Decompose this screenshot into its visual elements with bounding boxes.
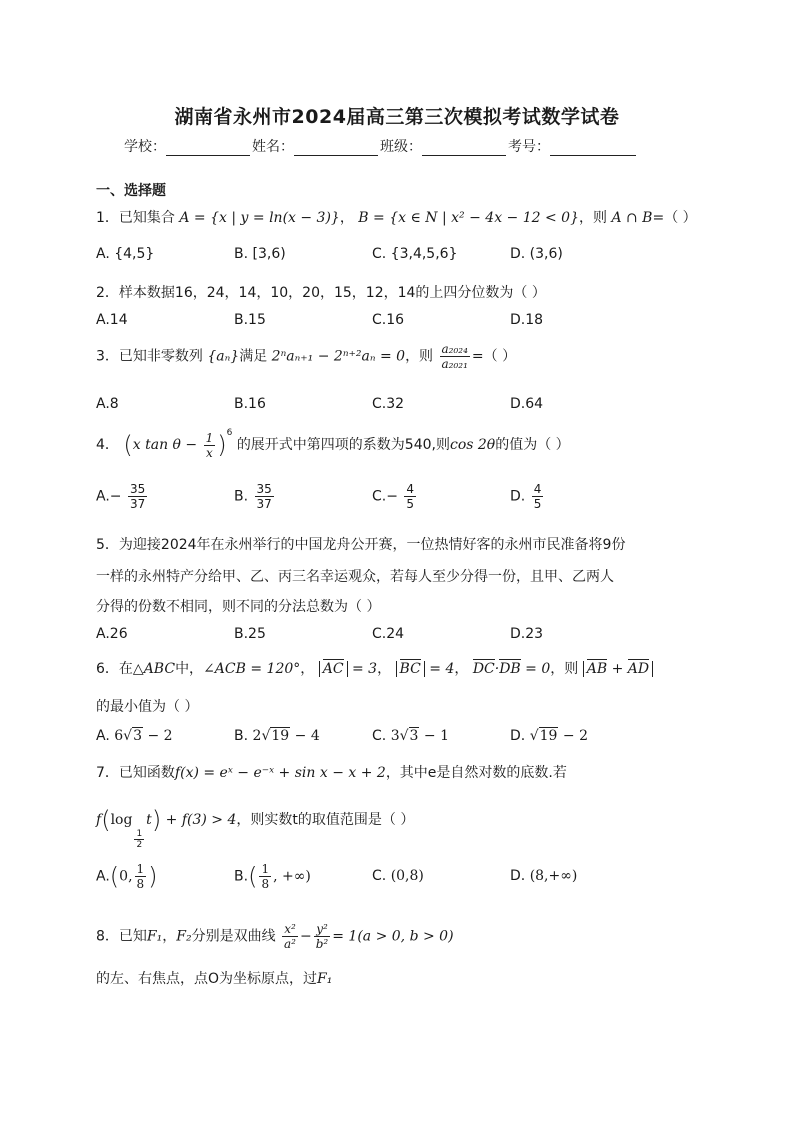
q4-option-c-num: 4 bbox=[406, 482, 415, 496]
q1-option-d[interactable]: D. (3,6) bbox=[510, 246, 563, 262]
q7-option-b-label: B. bbox=[234, 868, 249, 885]
q4-exponent: 6 bbox=[226, 428, 233, 438]
exam-title: 湖南省永州市2024届高三第三次模拟考试数学试卷 bbox=[174, 106, 620, 128]
q7-log: log bbox=[110, 812, 133, 828]
q5-option-c[interactable]: C.24 bbox=[372, 626, 405, 642]
section-heading: 一、选择题 bbox=[96, 183, 166, 199]
q3-fraction-numerator: a₂₀₂₄ bbox=[441, 342, 468, 356]
q7-options bbox=[96, 862, 696, 902]
q7-inequality: + f(3) > 4 bbox=[165, 812, 237, 828]
q7-option-b-lparen: ( bbox=[248, 862, 258, 891]
question-2: 2．样本数据16，24，14，10，20，15，12，14的上四分位数为（ ） bbox=[96, 285, 546, 301]
q6-ac-value: = 3 bbox=[352, 661, 378, 677]
q6-plus: + bbox=[611, 661, 624, 677]
q6-abs-ac bbox=[319, 661, 348, 677]
q7-text: 已知函数 bbox=[118, 765, 175, 781]
q1-intersection: A ∩ B bbox=[611, 210, 653, 226]
q6-option-d-label: D. bbox=[510, 728, 526, 744]
q8-separator: ， bbox=[162, 928, 177, 945]
q6-separator-3: ， bbox=[454, 661, 469, 677]
q7-option-b-num: 1 bbox=[261, 862, 270, 876]
q6-text-2: 中， bbox=[175, 661, 204, 677]
q4-left-paren: ( bbox=[123, 431, 133, 459]
q6-option-c-rest: − 1 bbox=[419, 728, 449, 744]
q7-option-d-text: (8,+∞) bbox=[529, 868, 578, 884]
q6-option-a-label: A. bbox=[96, 728, 110, 744]
q3-blank: =（ ） bbox=[471, 348, 517, 365]
q1-set-b: B = {x ∈ N | x² − 4x − 12 < 0} bbox=[358, 210, 579, 226]
q7-option-c-text: (0,8) bbox=[390, 868, 424, 884]
q4-option-a-label: A. bbox=[96, 488, 110, 505]
q7-option-a-den: 8 bbox=[136, 877, 145, 891]
q4-fraction-numerator: 1 bbox=[205, 430, 214, 445]
q4-fraction-denominator: x bbox=[206, 445, 213, 460]
q4-option-d-fraction bbox=[532, 482, 544, 511]
q6-vector-dc: DC bbox=[472, 661, 495, 677]
q7-option-a-fraction bbox=[135, 862, 147, 891]
school-blank bbox=[166, 139, 250, 156]
q8-text: 已知 bbox=[118, 928, 147, 945]
q1-blank: =（ ） bbox=[652, 210, 697, 226]
q6-angle: ∠ACB = 120° bbox=[203, 661, 301, 677]
q4-cos-expression: cos 2θ bbox=[449, 437, 496, 453]
q4-option-b-fraction bbox=[255, 482, 274, 511]
q4-option-b-num: 35 bbox=[256, 482, 272, 496]
q7-option-b-fraction bbox=[259, 862, 271, 891]
q4-option-c-label: C. bbox=[372, 488, 387, 505]
q6-bc-value: = 4 bbox=[429, 661, 455, 677]
q6-option-c[interactable]: C. 3√3 − 1 bbox=[372, 728, 449, 744]
q6-option-d-radicand: 19 bbox=[539, 728, 558, 744]
question-4 bbox=[96, 428, 570, 460]
q7-right-paren: ) bbox=[151, 806, 162, 834]
q7-option-a-num: 1 bbox=[136, 862, 145, 876]
q6-abs-bc bbox=[396, 661, 425, 677]
q6-option-c-coef: 3 bbox=[390, 728, 400, 744]
q5-option-d[interactable]: D.23 bbox=[510, 626, 544, 642]
q3-text-2: 满足 bbox=[239, 348, 268, 365]
q8-f1: F₁ bbox=[146, 928, 163, 945]
q6-option-a-rest: − 2 bbox=[143, 728, 173, 744]
question-8 bbox=[96, 922, 454, 951]
q7-option-c[interactable] bbox=[372, 868, 424, 884]
q1-option-a[interactable]: A. {4,5} bbox=[96, 246, 155, 262]
q7-log-base-den: 2 bbox=[136, 840, 143, 850]
question-7 bbox=[96, 762, 567, 782]
q7-option-d-label: D. bbox=[510, 868, 526, 884]
q3-text-3: ，则 bbox=[405, 348, 434, 365]
q2-option-a[interactable]: A.14 bbox=[96, 312, 128, 328]
q6-text: 在 bbox=[118, 661, 133, 677]
q6-vector-bc: BC bbox=[399, 661, 421, 677]
q7-option-b[interactable] bbox=[234, 862, 311, 891]
q3-number: 3． bbox=[96, 348, 119, 365]
q4-option-d-num: 4 bbox=[533, 482, 542, 496]
name-blank bbox=[294, 139, 378, 156]
q8-x2: x² bbox=[284, 922, 296, 936]
q7-option-a-left: 0, bbox=[119, 868, 133, 885]
q7-text-2: ，其中e是自然对数的底数.若 bbox=[385, 765, 567, 781]
q4-option-b-label: B. bbox=[234, 488, 249, 505]
q4-option-a[interactable] bbox=[96, 482, 149, 511]
question-3 bbox=[96, 342, 516, 371]
q1-separator: ， bbox=[339, 210, 354, 226]
class-label: 班级： bbox=[380, 139, 422, 155]
question-6 bbox=[96, 658, 653, 678]
q4-option-a-fraction bbox=[128, 482, 147, 511]
question-5-line-2: 一样的永州特产分给甲、乙、丙三名幸运观众，若每人至少分得一份，且甲、乙两人 bbox=[96, 569, 614, 585]
q7-left-paren: ( bbox=[101, 806, 111, 834]
q8-minus: − bbox=[300, 928, 312, 945]
q4-option-a-num: 35 bbox=[129, 482, 146, 496]
exam-number-blank bbox=[550, 139, 636, 156]
q4-fraction bbox=[204, 431, 216, 460]
q6-option-b-coef: 2 bbox=[252, 728, 262, 744]
q1-options bbox=[96, 246, 696, 286]
q7-option-a-label: A. bbox=[96, 868, 110, 885]
q4-option-c-fraction bbox=[404, 482, 416, 511]
q3-option-d[interactable]: D.64 bbox=[510, 396, 544, 412]
q3-text: 已知非零数列 bbox=[118, 348, 203, 365]
q7-log-arg: t bbox=[146, 812, 152, 828]
q1-text: 已知集合 bbox=[118, 210, 175, 226]
q4-options bbox=[96, 482, 696, 522]
q7-option-d[interactable] bbox=[510, 868, 577, 884]
q8-text-2: 分别是双曲线 bbox=[191, 928, 276, 945]
q6-option-a-radicand: 3 bbox=[133, 728, 142, 744]
q6-zero: = 0 bbox=[525, 661, 551, 677]
q7-option-a-lparen: ( bbox=[109, 862, 120, 891]
q7-f: f bbox=[96, 812, 102, 828]
q6-text-3: ，则 bbox=[550, 661, 579, 677]
q6-option-b[interactable]: B. 2√19 − 4 bbox=[234, 728, 320, 744]
q1-option-c[interactable]: C. {3,4,5,6} bbox=[372, 246, 458, 262]
q8-b2: b² bbox=[315, 937, 329, 951]
q6-option-c-radicand: 3 bbox=[409, 728, 419, 744]
q8-fraction-y bbox=[314, 922, 331, 951]
q7-log-base-num: 1 bbox=[136, 829, 143, 839]
q7-option-a[interactable] bbox=[96, 862, 158, 891]
q6-vector-ac: AC bbox=[322, 661, 344, 677]
q7-option-b-den: 8 bbox=[261, 877, 270, 891]
q7-option-b-close: , +∞) bbox=[273, 868, 311, 885]
q8-a2: a² bbox=[284, 937, 296, 951]
q4-option-b[interactable] bbox=[234, 482, 276, 511]
q4-option-a-den: 37 bbox=[129, 497, 146, 511]
q3-fraction-denominator: a₂₀₂₁ bbox=[441, 357, 468, 371]
q7-text-3: ，则实数t的取值范围是（ ） bbox=[236, 812, 415, 828]
question-1 bbox=[96, 207, 697, 227]
question-5-line-1: 5．为迎接2024年在永州举行的中国龙舟公开赛，一位热情好客的永州市民准备将9份 bbox=[96, 537, 626, 553]
q7-number: 7． bbox=[96, 765, 119, 781]
q8-f1-2: F₁ bbox=[317, 971, 333, 987]
q6-separator-2: ， bbox=[377, 661, 392, 677]
q8-number: 8． bbox=[96, 928, 119, 945]
q6-option-b-label: B. bbox=[234, 728, 249, 744]
q1-number: 1． bbox=[96, 210, 119, 226]
question-5-line-3: 分得的份数不相同，则不同的分法总数为（ ） bbox=[96, 599, 381, 615]
q6-number: 6． bbox=[96, 661, 119, 677]
q2-option-d[interactable]: D.18 bbox=[510, 312, 544, 328]
q3-equation: 2ⁿaₙ₊₁ − 2ⁿ⁺²aₙ = 0 bbox=[271, 348, 406, 365]
q6-option-a[interactable]: A. 6√3 − 2 bbox=[96, 728, 173, 744]
question-6-line-2: 的最小值为（ ） bbox=[96, 699, 199, 715]
q6-option-b-radicand: 19 bbox=[271, 728, 290, 744]
q4-option-d[interactable] bbox=[510, 482, 545, 511]
q2-option-b[interactable]: B.15 bbox=[234, 312, 266, 328]
q4-right-paren: ) bbox=[217, 431, 227, 459]
q4-option-a-sign: − bbox=[109, 488, 122, 505]
q6-triangle: △ABC bbox=[132, 661, 176, 677]
q4-option-c-den: 5 bbox=[406, 497, 415, 511]
q6-vector-ab: AB bbox=[586, 661, 608, 677]
q4-option-c[interactable] bbox=[372, 482, 418, 511]
q4-expression: x tan θ − bbox=[132, 437, 198, 453]
q3-option-a[interactable]: A.8 bbox=[96, 396, 119, 412]
q6-option-b-rest: − 4 bbox=[290, 728, 320, 744]
q2-option-c[interactable]: C.16 bbox=[372, 312, 405, 328]
q8-text-3: 的左、右焦点，点O为坐标原点，过 bbox=[96, 971, 318, 987]
name-label: 姓名： bbox=[252, 139, 294, 155]
q4-text-2: 的值为（ ） bbox=[495, 437, 570, 453]
q4-text: 的展开式中第四项的系数为540,则 bbox=[236, 437, 450, 453]
q6-option-c-label: C. bbox=[372, 728, 387, 744]
q6-abs-sum bbox=[583, 661, 653, 677]
q7-function: f(x) = eˣ − e⁻ˣ + sin x − x + 2 bbox=[174, 765, 386, 781]
q4-option-b-den: 37 bbox=[256, 497, 272, 511]
q4-option-c-sign: − bbox=[386, 488, 398, 505]
q5-option-b[interactable]: B.25 bbox=[234, 626, 266, 642]
q3-option-c[interactable]: C.32 bbox=[372, 396, 405, 412]
q5-option-a[interactable]: A.26 bbox=[96, 626, 128, 642]
q7-log-base bbox=[134, 829, 144, 850]
student-info-row bbox=[124, 136, 638, 156]
school-label: 学校： bbox=[124, 139, 166, 155]
q1-set-a: A = {x | y = ln(x − 3)} bbox=[179, 210, 340, 226]
q7-option-a-close: ) bbox=[148, 862, 158, 891]
q6-vector-ad: AD bbox=[627, 661, 650, 677]
q6-dot: · bbox=[494, 661, 500, 677]
q8-f2: F₂ bbox=[176, 928, 192, 945]
question-8-line-2 bbox=[96, 968, 332, 988]
exam-number-label: 考号： bbox=[508, 139, 550, 155]
question-7-line-2 bbox=[96, 806, 414, 850]
class-blank bbox=[422, 139, 506, 156]
q3-fraction bbox=[440, 342, 470, 371]
q4-option-d-label: D. bbox=[510, 488, 526, 505]
q4-option-d-den: 5 bbox=[533, 497, 542, 511]
q4-number: 4． bbox=[96, 437, 119, 453]
q6-vector-db: DB bbox=[499, 661, 521, 677]
q1-option-b[interactable]: B. [3,6) bbox=[234, 246, 286, 262]
q6-option-d[interactable]: D. √19 − 2 bbox=[510, 728, 588, 744]
q6-option-a-coef: 6 bbox=[114, 728, 124, 744]
q7-option-c-label: C. bbox=[372, 868, 387, 884]
q8-equation: = 1(a > 0, b > 0) bbox=[332, 928, 454, 945]
q1-text-2: ，则 bbox=[578, 210, 607, 226]
q8-fraction-x bbox=[282, 922, 298, 951]
q6-separator: ， bbox=[300, 661, 315, 677]
q3-sequence: {aₙ} bbox=[207, 348, 240, 365]
q3-option-b[interactable]: B.16 bbox=[234, 396, 266, 412]
q8-y2: y² bbox=[316, 922, 328, 936]
q6-option-d-rest: − 2 bbox=[558, 728, 588, 744]
